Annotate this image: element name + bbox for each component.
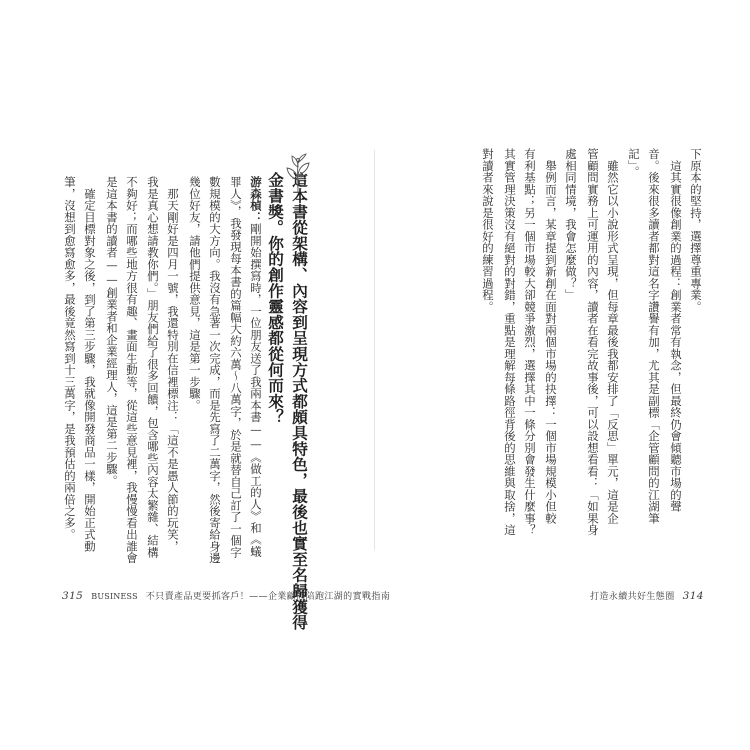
text-column: 處相同情境，我會怎麼做？」 <box>564 148 578 301</box>
book-title: 打造永續共好生態圈 <box>590 592 675 602</box>
page-footer <box>590 589 704 602</box>
text-column: 這其實很像創業的過程：創業者常有執念，但最終仍會傾聽市場的聲 <box>669 148 683 513</box>
text-column: 有利基點；另一個市場較大卻競爭激烈，選擇其中一條分別會發生什麼事？ <box>523 148 537 536</box>
text-column: 數規模的大方向。我沒有急著一次完成，而是先寫了二萬字，然後寄給身邊 <box>208 176 222 564</box>
question-heading: 這本書從架構、內容到呈現方式都頗具特色，最後也實至名歸獲得 <box>290 172 309 631</box>
book-title: 不只賣產品更要抓客戶！——企業顧問陪跑江湖的實戰指南 <box>145 592 391 602</box>
page-footer <box>62 589 390 602</box>
page-number: 315 <box>62 590 84 602</box>
text-column: 管顧問實務上可運用的內容，讀者在看完故事後，可以設想看看：「如果身 <box>586 148 600 536</box>
running-head: BUSINESS <box>91 592 138 601</box>
text-column: 對讀者來說是很好的練習過程。 <box>481 148 495 313</box>
answer-first-column <box>246 176 266 557</box>
text-column: 音。後來很多讀者都對這名字讚譽有加，尤其是副標「企管顧問的江湖筆 <box>647 148 661 524</box>
text-column: 舉例而言，某章提到新創在面對兩個市場的抉擇：一個市場規模小但較 <box>544 148 558 524</box>
page-number: 314 <box>682 590 704 602</box>
text-column: 是這本書的讀者——創業者和企業經理人，這是第二步驟。 <box>105 176 119 487</box>
text-column: 其實管理決策沒有絕對的對錯，重點是理解每條路徑背後的思維與取捨，這 <box>503 148 517 536</box>
text-column: 剛開始撰寫時，一位朋友送了我兩本書——《做工的人》和《蟻 <box>249 223 263 558</box>
text-column: 確定目標對象之後，到了第三步驟，我就像開發商品一樣，開始正式動 <box>83 176 97 552</box>
page-gutter <box>374 150 375 550</box>
plant-sprout-icon <box>281 150 315 194</box>
text-column: 幾位好友，請他們提供意見，這是第一步驟。 <box>188 176 202 411</box>
speaker-name: 游森楨： <box>249 176 263 223</box>
text-column: 雖然它以小說形式呈現，但每章最後我都安排了「反思」單元，這是企 <box>606 148 620 524</box>
text-column: 下原本的堅持，選擇尊重專業。 <box>689 148 703 313</box>
question-heading: 金書獎。你的創作靈感都從何而來？ <box>266 172 285 425</box>
text-column: 記」。 <box>627 148 641 178</box>
text-column: 我是真心想請教你們。」朋友們給了很多回饋，包含哪些內容太繁雜、結構 <box>146 176 160 559</box>
text-column: 筆，沒想到愈寫愈多，最後竟然寫到十三萬字，是我預估的兩倍之多。 <box>63 176 77 541</box>
text-column: 那天剛好是四月一號，我還特別在信裡標注：「這不是愚人節的玩笑， <box>166 176 180 552</box>
text-column: 不夠好；而哪些地方很有趣、畫面生動等，從這些意見裡，我慢慢看出誰會 <box>125 176 139 564</box>
text-column: 罪人》，我發現每本書的篇幅大約六萬～八萬字，於是就替自己訂了一個字 <box>229 176 243 559</box>
